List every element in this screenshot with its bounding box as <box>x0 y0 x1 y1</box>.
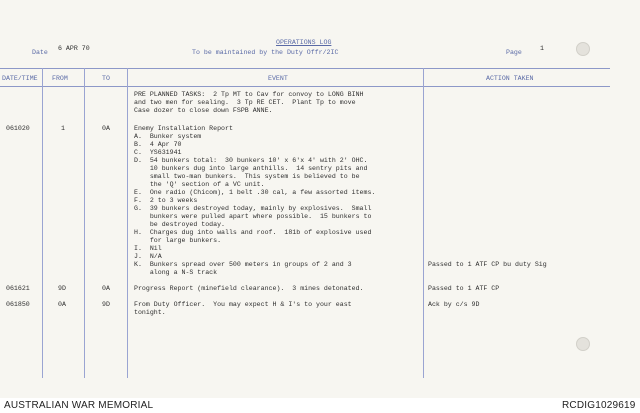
row-action: Passed to 1 ATF CP bu duty Sig <box>428 261 547 268</box>
event-line: G. 39 bunkers destroyed today, mainly by explosives. Small <box>134 205 372 212</box>
column-header-to: TO <box>102 75 110 82</box>
row-to: 0A <box>102 125 110 132</box>
column-divider <box>84 68 85 378</box>
punch-hole <box>576 337 590 351</box>
row-datetime: 061850 <box>6 301 30 308</box>
row-to: 0A <box>102 285 110 292</box>
punch-hole <box>576 42 590 56</box>
row-datetime: 061020 <box>6 125 30 132</box>
footer-source: AUSTRALIAN WAR MEMORIAL <box>4 400 154 411</box>
row-datetime: 061621 <box>6 285 30 292</box>
preplanned-line: Case dozer to close down FSPB ANNE. <box>134 107 273 114</box>
column-header-event: EVENT <box>268 75 288 82</box>
date-label: Date <box>32 49 48 56</box>
event-line: F. 2 to 3 weeks <box>134 197 198 204</box>
event-line: tonight. <box>134 309 166 316</box>
event-line: A. Bunker system <box>134 133 202 140</box>
row-action: Passed to 1 ATF CP <box>428 285 500 292</box>
page-label: Page <box>506 49 522 56</box>
preplanned-line: PRE PLANNED TASKS: 2 Tp MT to Cav for convoy to LONG BINH <box>134 91 364 98</box>
row-from: 1 <box>61 125 65 132</box>
event-line: J. N/A <box>134 253 162 260</box>
row-from: 0A <box>58 301 66 308</box>
footer-reference: RCDIG1029619 <box>562 400 636 411</box>
event-line: be destroyed today. <box>134 221 226 228</box>
preplanned-line: and two men for sealing. 3 Tp RE CET. Plant Tp to move <box>134 99 356 106</box>
header-rule <box>0 86 610 87</box>
column-divider <box>423 68 424 378</box>
event-line: D. 54 bunkers total: 30 bunkers 10' x 6'x 4' with 2' OHC. <box>134 157 368 164</box>
date-value: 6 APR 70 <box>58 45 90 52</box>
event-line: From Duty Officer. You may expect H & I's to your east <box>134 301 352 308</box>
event-line: bunkers were pulled apart where possible. 15 bunkers to <box>134 213 372 220</box>
event-line: I. Nil <box>134 245 162 252</box>
event-line: Enemy Installation Report <box>134 125 233 132</box>
row-to: 9D <box>102 301 110 308</box>
log-title: OPERATIONS LOG <box>276 39 332 46</box>
event-line: C. YS631941 <box>134 149 182 156</box>
column-divider <box>127 68 128 378</box>
event-line: small two-man bunkers. This system is believed to be <box>134 173 360 180</box>
event-line: for large bunkers. <box>134 237 222 244</box>
event-line: Progress Report (minefield clearance). 3 mines detonated. <box>134 285 364 292</box>
column-header-datetime: DATE/TIME <box>2 75 38 82</box>
page-value: 1 <box>540 45 544 52</box>
event-line: K. Bunkers spread over 500 meters in groups of 2 and 3 <box>134 261 352 268</box>
event-line: H. Charges dug into walls and roof. 181b of explosive used <box>134 229 372 236</box>
maintained-by-note: To be maintained by the Duty Offr/2IC <box>192 49 339 56</box>
table-top-rule <box>0 68 610 69</box>
column-header-from: FROM <box>52 75 68 82</box>
event-line: 10 bunkers dug into large anthills. 14 sentry pits and <box>134 165 368 172</box>
event-line: along a N-S track <box>134 269 218 276</box>
column-header-action: ACTION TAKEN <box>486 75 534 82</box>
event-line: the 'Q' section of a VC unit. <box>134 181 265 188</box>
event-line: B. 4 Apr 70 <box>134 141 182 148</box>
row-action: Ack by c/s 9D <box>428 301 480 308</box>
column-divider <box>42 68 43 378</box>
event-line: E. One radio (Chicom), 1 belt .30 cal, a few assorted items. <box>134 189 376 196</box>
row-from: 9D <box>58 285 66 292</box>
